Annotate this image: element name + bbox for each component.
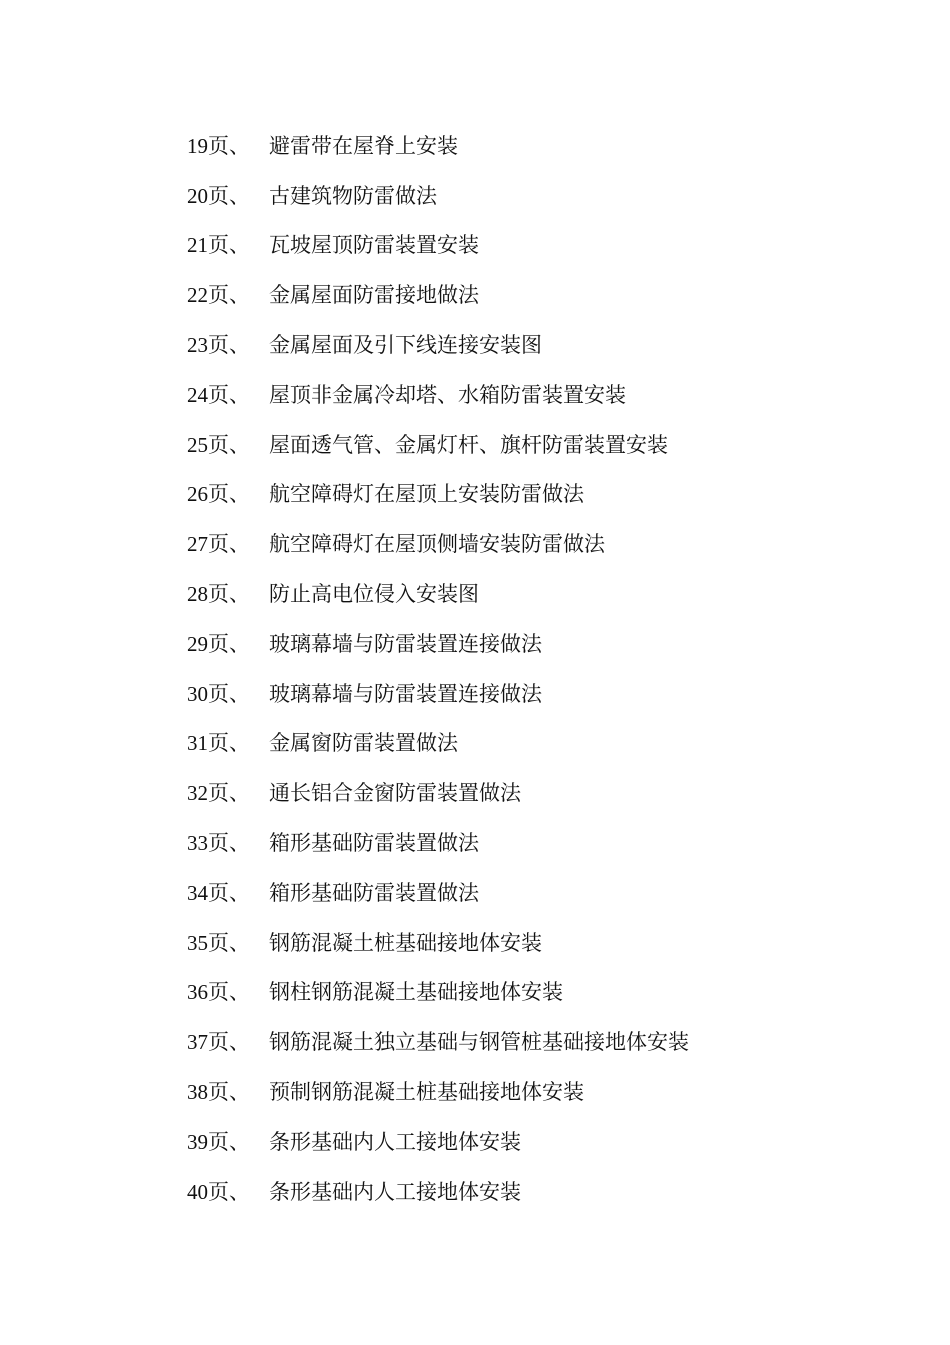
toc-entry-22: [187, 270, 907, 320]
toc-entry-title: 通长铝合金窗防雷装置做法: [269, 781, 521, 806]
toc-entry-title: 预制钢筋混凝土桩基础接地体安装: [269, 1080, 584, 1105]
toc-entry-title: 条形基础内人工接地体安装: [269, 1179, 521, 1204]
toc-page-number: 40页、: [187, 1179, 250, 1204]
toc-entry-26: [187, 470, 907, 520]
toc-entry-29: [187, 619, 907, 669]
toc-entry-title: 瓦坡屋顶防雷装置安装: [269, 233, 479, 258]
toc-entry-title: 避雷带在屋脊上安装: [269, 133, 458, 158]
toc-page-number: 20页、: [187, 183, 250, 208]
toc-page-number: 36页、: [187, 980, 250, 1005]
toc-page-number: 28页、: [187, 582, 250, 607]
toc-entry-title: 金属屋面防雷接地做法: [269, 283, 479, 308]
toc-entry-title: 箱形基础防雷装置做法: [269, 880, 479, 905]
toc-entry-title: 航空障碍灯在屋顶上安装防雷做法: [269, 482, 584, 507]
toc-page-number: 34页、: [187, 880, 250, 905]
toc-entry-38: [187, 1067, 907, 1117]
toc-page-number: 19页、: [187, 133, 250, 158]
toc-entry-title: 金属屋面及引下线连接安装图: [269, 333, 542, 358]
toc-entry-28: [187, 569, 907, 619]
toc-entry-24: [187, 370, 907, 420]
toc-entry-25: [187, 420, 907, 470]
toc-entry-title: 钢筋混凝土独立基础与钢管桩基础接地体安装: [269, 1030, 689, 1055]
toc-page-number: 30页、: [187, 681, 250, 706]
toc-entry-title: 屋面透气管、金属灯杆、旗杆防雷装置安装: [269, 432, 668, 457]
toc-entry-23: [187, 320, 907, 370]
toc-entry-title: 屋顶非金属冷却塔、水箱防雷装置安装: [269, 382, 626, 407]
toc-page-number: 29页、: [187, 631, 250, 656]
toc-entry-19: [187, 121, 907, 171]
toc-page-number: 38页、: [187, 1080, 250, 1105]
table-of-contents: [187, 121, 907, 1217]
toc-entry-title: 箱形基础防雷装置做法: [269, 831, 479, 856]
toc-page-number: 22页、: [187, 283, 250, 308]
toc-entry-title: 钢筋混凝土桩基础接地体安装: [269, 930, 542, 955]
toc-entry-title: 防止高电位侵入安装图: [269, 582, 479, 607]
toc-page-number: 25页、: [187, 432, 250, 457]
toc-entry-title: 金属窗防雷装置做法: [269, 731, 458, 756]
toc-entry-34: [187, 868, 907, 918]
toc-entry-30: [187, 669, 907, 719]
toc-page-number: 21页、: [187, 233, 250, 258]
toc-page-number: 26页、: [187, 482, 250, 507]
toc-page-number: 33页、: [187, 831, 250, 856]
toc-entry-title: 条形基础内人工接地体安装: [269, 1129, 521, 1154]
toc-entry-39: [187, 1117, 907, 1167]
toc-page-number: 32页、: [187, 781, 250, 806]
toc-entry-27: [187, 519, 907, 569]
toc-entry-title: 玻璃幕墙与防雷装置连接做法: [269, 631, 542, 656]
toc-entry-title: 玻璃幕墙与防雷装置连接做法: [269, 681, 542, 706]
toc-page-number: 37页、: [187, 1030, 250, 1055]
toc-entry-title: 古建筑物防雷做法: [269, 183, 437, 208]
toc-entry-title: 航空障碍灯在屋顶侧墙安装防雷做法: [269, 532, 605, 557]
toc-page-number: 31页、: [187, 731, 250, 756]
toc-page-number: 24页、: [187, 382, 250, 407]
toc-entry-title: 钢柱钢筋混凝土基础接地体安装: [269, 980, 563, 1005]
toc-page-number: 27页、: [187, 532, 250, 557]
toc-entry-33: [187, 818, 907, 868]
toc-entry-37: [187, 1017, 907, 1067]
toc-entry-32: [187, 768, 907, 818]
toc-page-number: 35页、: [187, 930, 250, 955]
toc-page-number: 23页、: [187, 333, 250, 358]
toc-entry-31: [187, 719, 907, 769]
toc-entry-36: [187, 968, 907, 1018]
toc-entry-21: [187, 221, 907, 271]
toc-entry-40: [187, 1167, 907, 1217]
toc-page-number: 39页、: [187, 1129, 250, 1154]
toc-entry-35: [187, 918, 907, 968]
toc-entry-20: [187, 171, 907, 221]
